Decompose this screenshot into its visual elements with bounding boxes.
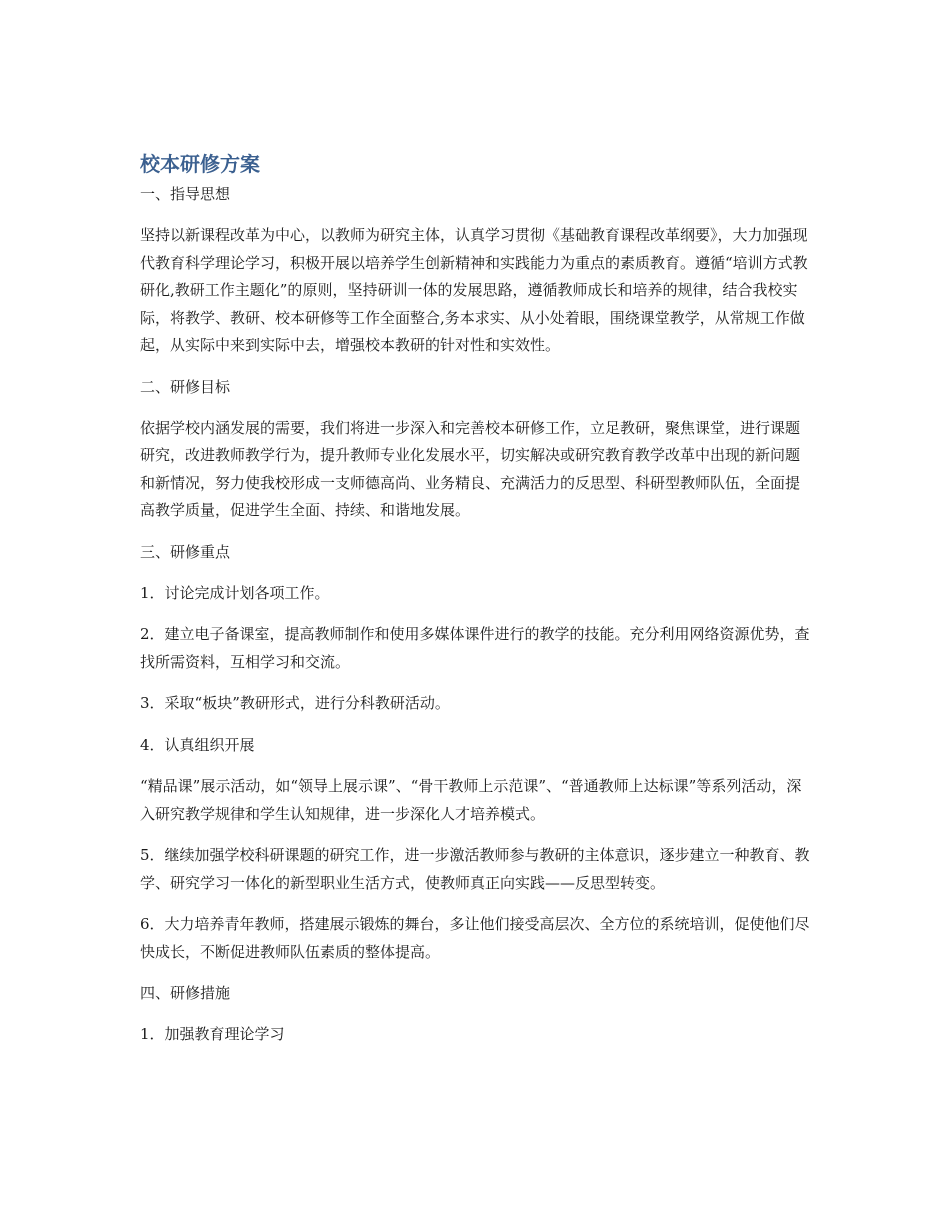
list-item: 2．建立电子备课室，提高教师制作和使用多媒体课件进行的教学的技能。充分利用网络资源优势，查找所需资料，互相学习和交流。 bbox=[140, 625, 810, 671]
list-item: 1．加强教育理论学习 bbox=[140, 1025, 285, 1043]
list-item: 3．采取“板块”教研形式，进行分科教研活动。 bbox=[140, 694, 450, 712]
section-heading-training-focus: 三、研修重点 bbox=[140, 542, 231, 561]
document-title: 校本研修方案 bbox=[140, 152, 260, 176]
list-item: 6．大力培养青年教师，搭建展示锻炼的舞台，多让他们接受高层次、全方位的系统培训，促使他们尽快成长，不断促进教师队伍素质的整体提高。 bbox=[140, 915, 810, 961]
list-item: 4．认真组织开展 bbox=[140, 735, 255, 754]
section-heading-guiding-ideology: 一、指导思想 bbox=[140, 185, 231, 203]
paragraph-guiding-ideology: 坚持以新课程改革为中心，以教师为研究主体，认真学习贯彻《基础教育课程改革纲要》，大力加强现代教育科学理论学习，积极开展以培养学生创新精神和实践能力为重点的素质教育。遵循“培训方式教研化,教研工作主题化”的原则，坚持研训一体的发展思路，遵循教师成长和培养的规律，结合我校实际，将教学、教研、校本研修等工作全面整合,务本求实、从小处着眼，围绕课堂教学，从常规工作做起，从实际中来到实际中去，增强校本教研的针对性和实效性。 bbox=[140, 226, 808, 354]
list-item: 5．继续加强学校科研课题的研究工作，进一步激活教师参与教研的主体意识，逐步建立一种教育、教学、研究学习一体化的新型职业生活方式，使教师真正向实践——反思型转变。 bbox=[140, 846, 810, 892]
list-item: 1．讨论完成计划各项工作。 bbox=[140, 583, 330, 602]
section-heading-training-goals: 二、研修目标 bbox=[140, 377, 231, 396]
section-heading-training-measures: 四、研修措施 bbox=[140, 984, 231, 1002]
document-page bbox=[140, 148, 812, 1063]
paragraph-training-goals: 依据学校内涵发展的需要，我们将进一步深入和完善校本研修工作，立足教研，聚焦课堂，进行课题研究，改进教师教学行为，提升教师专业化发展水平，切实解决或研究教育教学改革中出现的新问题和新情况，努力使我校形成一支师德高尚、业务精良、充满活力的反思型、科研型教师队伍，全面提高教学质量，促进学生全面、持续、和谐地发展。 bbox=[140, 418, 801, 519]
list-item: “精品课”展示活动，如“领导上展示课”、“骨干教师上示范课”、“普通教师上达标课”等系列活动，深入研究教学规律和学生认知规律，进一步深化人才培养模式。 bbox=[140, 777, 802, 823]
